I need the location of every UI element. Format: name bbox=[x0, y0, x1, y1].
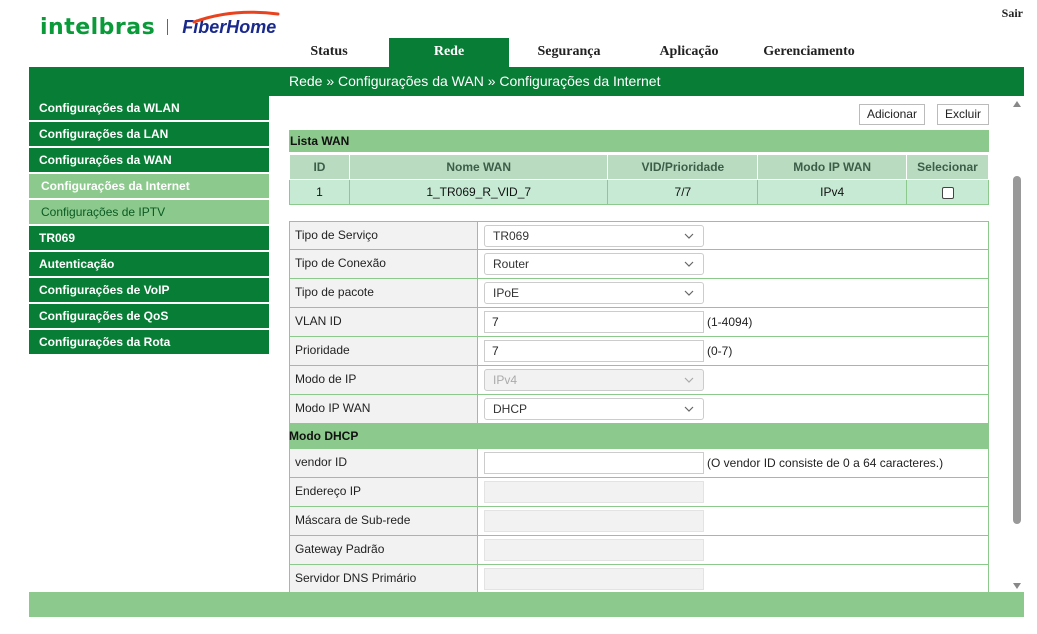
priority-input[interactable]: 7 bbox=[484, 340, 704, 362]
dhcp-section-title: Modo DHCP bbox=[289, 424, 989, 449]
cell-ip-mode: IPv4 bbox=[758, 180, 907, 205]
col-ip-mode: Modo IP WAN bbox=[758, 155, 907, 180]
sidebar-item-iptv[interactable]: Configurações de IPTV bbox=[29, 200, 269, 226]
content-panel bbox=[289, 96, 989, 592]
scroll-down-arrow-icon[interactable] bbox=[1013, 582, 1021, 590]
wan-form bbox=[289, 221, 989, 592]
vlan-id-input[interactable]: 7 bbox=[484, 311, 704, 333]
col-select: Selecionar bbox=[907, 155, 989, 180]
form-row-wan-ip-mode bbox=[289, 395, 989, 424]
content-scrollbar[interactable] bbox=[1010, 96, 1024, 592]
tab-rede[interactable]: Rede bbox=[389, 38, 509, 67]
fiberhome-text: FiberHome bbox=[182, 16, 277, 37]
packet-type-value: IPoE bbox=[493, 286, 520, 300]
ip-mode-select bbox=[484, 369, 704, 391]
cell-name: 1_TR069_R_VID_7 bbox=[349, 180, 608, 205]
scrollbar-thumb[interactable] bbox=[1013, 176, 1021, 524]
delete-button[interactable]: Excluir bbox=[937, 104, 989, 125]
tab-seguranca[interactable]: Segurança bbox=[537, 44, 601, 59]
cell-select bbox=[907, 180, 989, 205]
col-name: Nome WAN bbox=[349, 155, 608, 180]
wan-ip-mode-select[interactable] bbox=[484, 398, 704, 420]
add-button[interactable]: Adicionar bbox=[859, 104, 925, 125]
form-row-service-type bbox=[289, 221, 989, 250]
sidebar-item-qos[interactable]: Configurações de QoS bbox=[29, 304, 269, 330]
form-row-packet-type bbox=[289, 279, 989, 308]
sidebar-item-rota[interactable]: Configurações da Rota bbox=[29, 330, 269, 356]
vlan-id-label: VLAN ID bbox=[290, 308, 478, 336]
form-row-vlan-id bbox=[289, 308, 989, 337]
dns-primary-field bbox=[484, 568, 704, 590]
sidebar-item-wlan[interactable]: Configurações da WLAN bbox=[29, 96, 269, 122]
tab-gerenciamento[interactable]: Gerenciamento bbox=[763, 44, 855, 59]
fiberhome-logo bbox=[182, 17, 276, 38]
table-row[interactable] bbox=[290, 180, 989, 205]
vendor-id-input[interactable] bbox=[484, 452, 704, 474]
chevron-down-icon bbox=[683, 289, 695, 297]
form-row-connection-type bbox=[289, 250, 989, 279]
tab-aplicacao[interactable]: Aplicação bbox=[659, 44, 719, 59]
chevron-down-icon bbox=[683, 405, 695, 413]
wan-ip-mode-value: DHCP bbox=[493, 402, 528, 416]
sidebar-item-wan[interactable]: Configurações da WAN bbox=[29, 148, 269, 174]
sidebar-item-lan[interactable]: Configurações da LAN bbox=[29, 122, 269, 148]
priority-label: Prioridade bbox=[290, 337, 478, 365]
logo-divider bbox=[167, 19, 168, 35]
connection-type-select[interactable] bbox=[484, 253, 704, 275]
ip-mode-value: IPv4 bbox=[493, 373, 518, 387]
form-row-dns-primary bbox=[289, 565, 989, 592]
wan-table bbox=[289, 154, 989, 205]
connection-type-label: Tipo de Conexão bbox=[290, 250, 478, 278]
wan-list-title: Lista WAN bbox=[289, 130, 989, 152]
ip-mode-label: Modo de IP bbox=[290, 366, 478, 394]
vendor-id-label: vendor ID bbox=[290, 449, 478, 477]
sidebar-item-tr069[interactable]: TR069 bbox=[29, 226, 269, 252]
subnet-mask-label: Máscara de Sub-rede bbox=[290, 507, 478, 535]
vlan-id-hint: (1-4094) bbox=[707, 315, 753, 329]
dns-primary-label: Servidor DNS Primário bbox=[290, 565, 478, 592]
chevron-down-icon bbox=[683, 376, 695, 384]
ip-address-label: Endereço IP bbox=[290, 478, 478, 506]
logout-link[interactable]: Sair bbox=[1001, 6, 1023, 20]
connection-type-value: Router bbox=[493, 257, 530, 271]
cell-vid-priority: 7/7 bbox=[608, 180, 758, 205]
scroll-up-arrow-icon[interactable] bbox=[1013, 100, 1021, 108]
intelbras-logo: intelbras bbox=[40, 14, 156, 40]
chevron-down-icon bbox=[683, 260, 695, 268]
top-navigation bbox=[269, 38, 869, 67]
priority-hint: (0-7) bbox=[707, 344, 733, 358]
chevron-down-icon bbox=[683, 232, 695, 240]
form-row-vendor-id bbox=[289, 449, 989, 478]
gateway-label: Gateway Padrão bbox=[290, 536, 478, 564]
service-type-select[interactable] bbox=[484, 225, 704, 247]
form-row-gateway bbox=[289, 536, 989, 565]
packet-type-label: Tipo de pacote bbox=[290, 279, 478, 307]
sidebar bbox=[29, 96, 269, 356]
col-vid-priority: VID/Prioridade bbox=[608, 155, 758, 180]
wan-ip-mode-label: Modo IP WAN bbox=[290, 395, 478, 423]
sidebar-item-voip[interactable]: Configurações de VoIP bbox=[29, 278, 269, 304]
footer-bar bbox=[29, 592, 1024, 617]
form-row-ip-mode bbox=[289, 366, 989, 395]
form-row-priority bbox=[289, 337, 989, 366]
action-buttons bbox=[859, 104, 989, 125]
sidebar-item-internet[interactable]: Configurações da Internet bbox=[29, 174, 269, 200]
ip-address-field bbox=[484, 481, 704, 503]
form-row-ip-address bbox=[289, 478, 989, 507]
form-row-subnet-mask bbox=[289, 507, 989, 536]
table-header-row bbox=[290, 155, 989, 180]
col-id: ID bbox=[290, 155, 350, 180]
vendor-id-hint: (O vendor ID consiste de 0 a 64 caracteres.) bbox=[707, 456, 944, 470]
service-type-label: Tipo de Serviço bbox=[290, 222, 478, 249]
service-type-value: TR069 bbox=[493, 228, 530, 243]
sidebar-item-autenticacao[interactable]: Autenticação bbox=[29, 252, 269, 278]
gateway-field bbox=[484, 539, 704, 561]
brand-logo bbox=[40, 12, 276, 42]
subnet-mask-field bbox=[484, 510, 704, 532]
select-checkbox[interactable] bbox=[942, 187, 954, 199]
breadcrumb: Rede » Configurações da WAN » Configurações da Internet bbox=[289, 73, 661, 89]
fiberhome-swoosh-icon bbox=[192, 10, 280, 24]
packet-type-select[interactable] bbox=[484, 282, 704, 304]
cell-id: 1 bbox=[290, 180, 350, 205]
tab-status[interactable]: Status bbox=[310, 44, 348, 59]
